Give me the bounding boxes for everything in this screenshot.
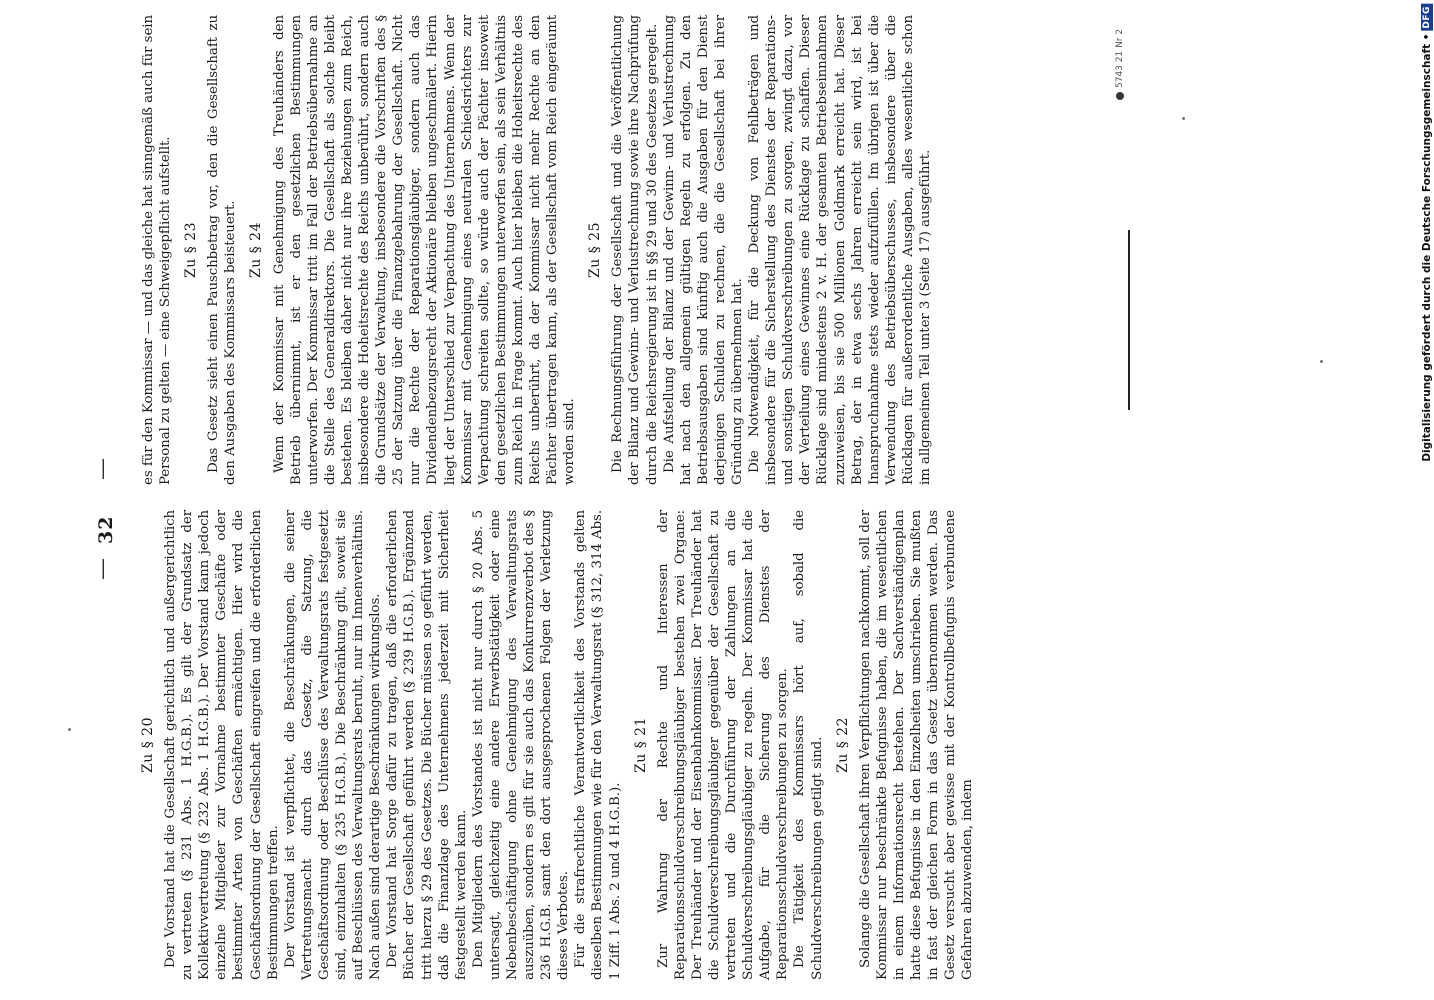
scan-speck <box>68 728 71 731</box>
end-rule <box>1128 230 1130 410</box>
paragraph: Wenn der Kommissar mit Genehmigung des Treuhänders den Betrieb übernimmt, ist er den gesetzlichen Bestimmungen unterworfen. Der Kommissar tritt im Fall der Betriebsübernahme an die Stelle des Generaldirektors. Die Gesellschaft als solche bleibt bestehen. Es bleiben daher nicht nur ihre Beziehungen zum Reich, insbesondere die Hoheitsrechte des Reichs unberührt, sondern auch die Grundsätze der Verwaltung, insbesondere die Vorschriften des § 25 der Satzung über die Finanzgebahrung der Gesellschaft. Nicht nur die Rechte der Reparationsgläubiger, sondern auch das Dividendenbezugsrecht der Aktionäre bleiben ungeschmälert. Hierin liegt der Unterschied zur Verpachtung des Unternehmens. Wenn der Kommissar mit Genehmigung eines neutralen Schiedsrichters zur Verpachtung schreiten sollte, so würde auch der Pächter insoweit den gesetzlichen Bestimmungen unterworfen sein, als sein Verhältnis zum Reich in Frage kommt. Auch hier bleiben die Hoheitsrechte des Reichs unberührt, da der Kommissar nicht mehr Rechte an den Pächter übertragen kann, als der Gesellschaft vom Reich eingeräumt worden sind. <box>271 15 578 485</box>
paragraph: Der Vorstand ist verpflichtet, die Beschränkungen, die seiner Vertretungsmacht durch das Gesetz, die Satzung, die Geschäftsordnung oder Beschlüsse des Verwaltungsrats festgesetzt sind, einzuhalten (§ 235 H.G.B.). Die Beschränkung gilt, soweit sie auf Beschlüssen des Verwaltungsrats beruht, nur im Innenverhältnis. Nach außen sind derartige Beschränkungen wirkungslos. <box>282 510 384 980</box>
paragraph: Zur Wahrung der Rechte und Interessen der Reparationsschuldverschreibungsgläubiger bestehen zwei Organe: Der Treuhänder und der Eisenbahnkommissar. Der Treuhänder hat die Schuldverschreibungsgläubiger gegenüber der Gesellschaft zu vertreten und die Durchführung der Zahlungen an die Schuldverschreibungsgläubiger zu regeln. Der Kommissar hat die Aufgabe, für die Sicherung des Dienstes der Reparationsschuldverschreibungen zu sorgen. <box>655 510 791 980</box>
section-heading: Zu § 21 <box>632 717 649 773</box>
digitization-credit <box>1418 4 1434 462</box>
credit-text: Digitalisierung gefördert durch die Deutsche Forschungsgemeinschaft • <box>1421 33 1433 462</box>
page-number-dash-left: — <box>90 558 115 580</box>
scan-speck <box>1320 360 1323 363</box>
paragraph: Die Rechnungsführung der Gesellschaft und die Veröffentlichung der Bilanz und Gewinn- und Verlustrechnung sowie ihre Nachprüfung durch die Reichsregierung ist in §§ 29 und 30 des Gesetzes geregelt. <box>610 15 660 485</box>
section-heading: Zu § 23 <box>183 222 200 278</box>
paragraph: Die Notwendigkeit, für die Deckung von Fehlbeträgen und insbesondere für die Sicherstellung des Dienstes der Reparations- und sonstigen Schuldverschreibungen zu sorgen, zwingt dazu, vor der Verteilung eines Gewinnes eine Rücklage zu schaffen. Dieser Rücklage sind mindestens 2 v. H. der gesamten Betriebseinnahmen zuzuweisen, bis sie 500 Millionen Goldmark erreicht hat. Dieser Betrag, der in etwa sechs Jahren erreicht sein wird, ist bei Inanspruchnahme stets wieder aufzufüllen. Im übrigen ist über die Verwendung des Betriebsüberschusses, insbesondere über die Rücklagen für außerordentliche Ausgaben, alles wesentliche schon im allgemeinen Teil unter 3 (Seite 17) ausgeführt. <box>747 15 934 485</box>
paragraph: Die Tätigkeit des Kommissars hört auf, sobald die Schuldverschreibungen getilgt sind. <box>792 510 825 980</box>
paragraph: Für die strafrechtliche Verantwortlichkeit des Vorstands gelten dieselben Bestimmungen wie für den Verwaltungsrat (§ 312, 314 Abs. 1 Ziff. 1 Abs. 2 und 4 H.G.B.). <box>573 510 623 980</box>
right-text-column <box>140 15 934 485</box>
paragraph: es für den Kommissar — und das gleiche hat sinngemäß auch für sein Personal zu gelten — eine Schweigepflicht aufstellt. <box>141 15 174 485</box>
archive-stamp <box>1115 29 1125 100</box>
archive-stamp-text: 5743 21 Nr 2 <box>1115 28 1125 88</box>
page-number-dash-right: — <box>90 458 115 480</box>
scan-speck <box>1182 117 1185 120</box>
section-heading: Zu § 25 <box>587 222 604 278</box>
page-number: 32 <box>95 515 117 544</box>
paragraph: Der Vorstand hat Sorge dafür zu tragen, daß die erforderlichen Bücher der Gesellschaft geführt werden (§ 239 H.G.B.). Ergänzend tritt hierzu § 29 des Gesetzes. Die Bücher müssen so geführt werden, daß die Finanzlage des Unternehmens jederzeit mit Sicherheit festgestellt werden kann. <box>385 510 469 980</box>
stamp-dot-icon <box>1116 92 1124 100</box>
paragraph: Den Mitgliedern des Vorstandes ist nicht nur durch § 20 Abs. 5 untersagt, gleichzeitig eine andere Erwerbstätigkeit oder eine Nebenbeschäftigung ohne Genehmigung des Verwaltungsrats auszuüben, sondern es gilt für sie auch das Konkurrenzverbot des § 236 H.G.B. samt den dort ausgesprochenen Folgen der Verletzung dieses Verbotes. <box>470 510 572 980</box>
section-heading: Zu § 24 <box>248 222 265 278</box>
dfg-logo-icon: DFG <box>1422 6 1432 29</box>
left-text-column <box>140 510 976 980</box>
paragraph: Der Vorstand hat die Gesellschaft gerichtlich und außergerichtlich zu vertreten (§ 231 Abs. 1 H.G.B.). Es gilt der Grundsatz der Kollektivvertretung (§ 232 Abs. 1 H.G.B.). Der Vorstand kann jedoch einzelne Mitglieder zur Vornahme bestimmter Geschäfte oder bestimmter Arten von Geschäften ermächtigen. Hier wird die Geschäftsordnung der Gesellschaft eingreifen und die erforderlichen Bestimmungen treffen. <box>163 510 281 980</box>
section-heading: Zu § 22 <box>834 717 851 773</box>
section-heading: Zu § 20 <box>140 717 156 773</box>
paragraph: Solange die Gesellschaft ihren Verpflichtungen nachkommt, soll der Kommissar nur beschränkte Befugnisse haben, die im wesentlichen in einem Informationsrecht bestehen. Der Sachverständigenplan hatte diese Befugnisse in den Einzelheiten umschrieben. Sie mußten in fast der gleichen Form in das Gesetz übernommen werden. Das Gesetz versucht aber gewisse mit der Kontrollbefugnis verbundene Gefahren abzuwenden, indem <box>857 510 976 980</box>
paragraph: Das Gesetz sieht einen Pauschbetrag vor, den die Gesellschaft zu den Ausgaben des Kommissars beisteuert. <box>206 15 239 485</box>
paragraph: Die Aufstellung der Bilanz und der Gewinn- und Verlustrechnung hat nach den allgemein gültigen Regeln zu erfolgen. Zu den Betriebsausgaben sind künftig auch die Ausgaben für den Dienst derjenigen Schulden zu rechnen, die die Gesellschaft bei ihrer Gründung zu übernehmen hat. <box>661 15 745 485</box>
